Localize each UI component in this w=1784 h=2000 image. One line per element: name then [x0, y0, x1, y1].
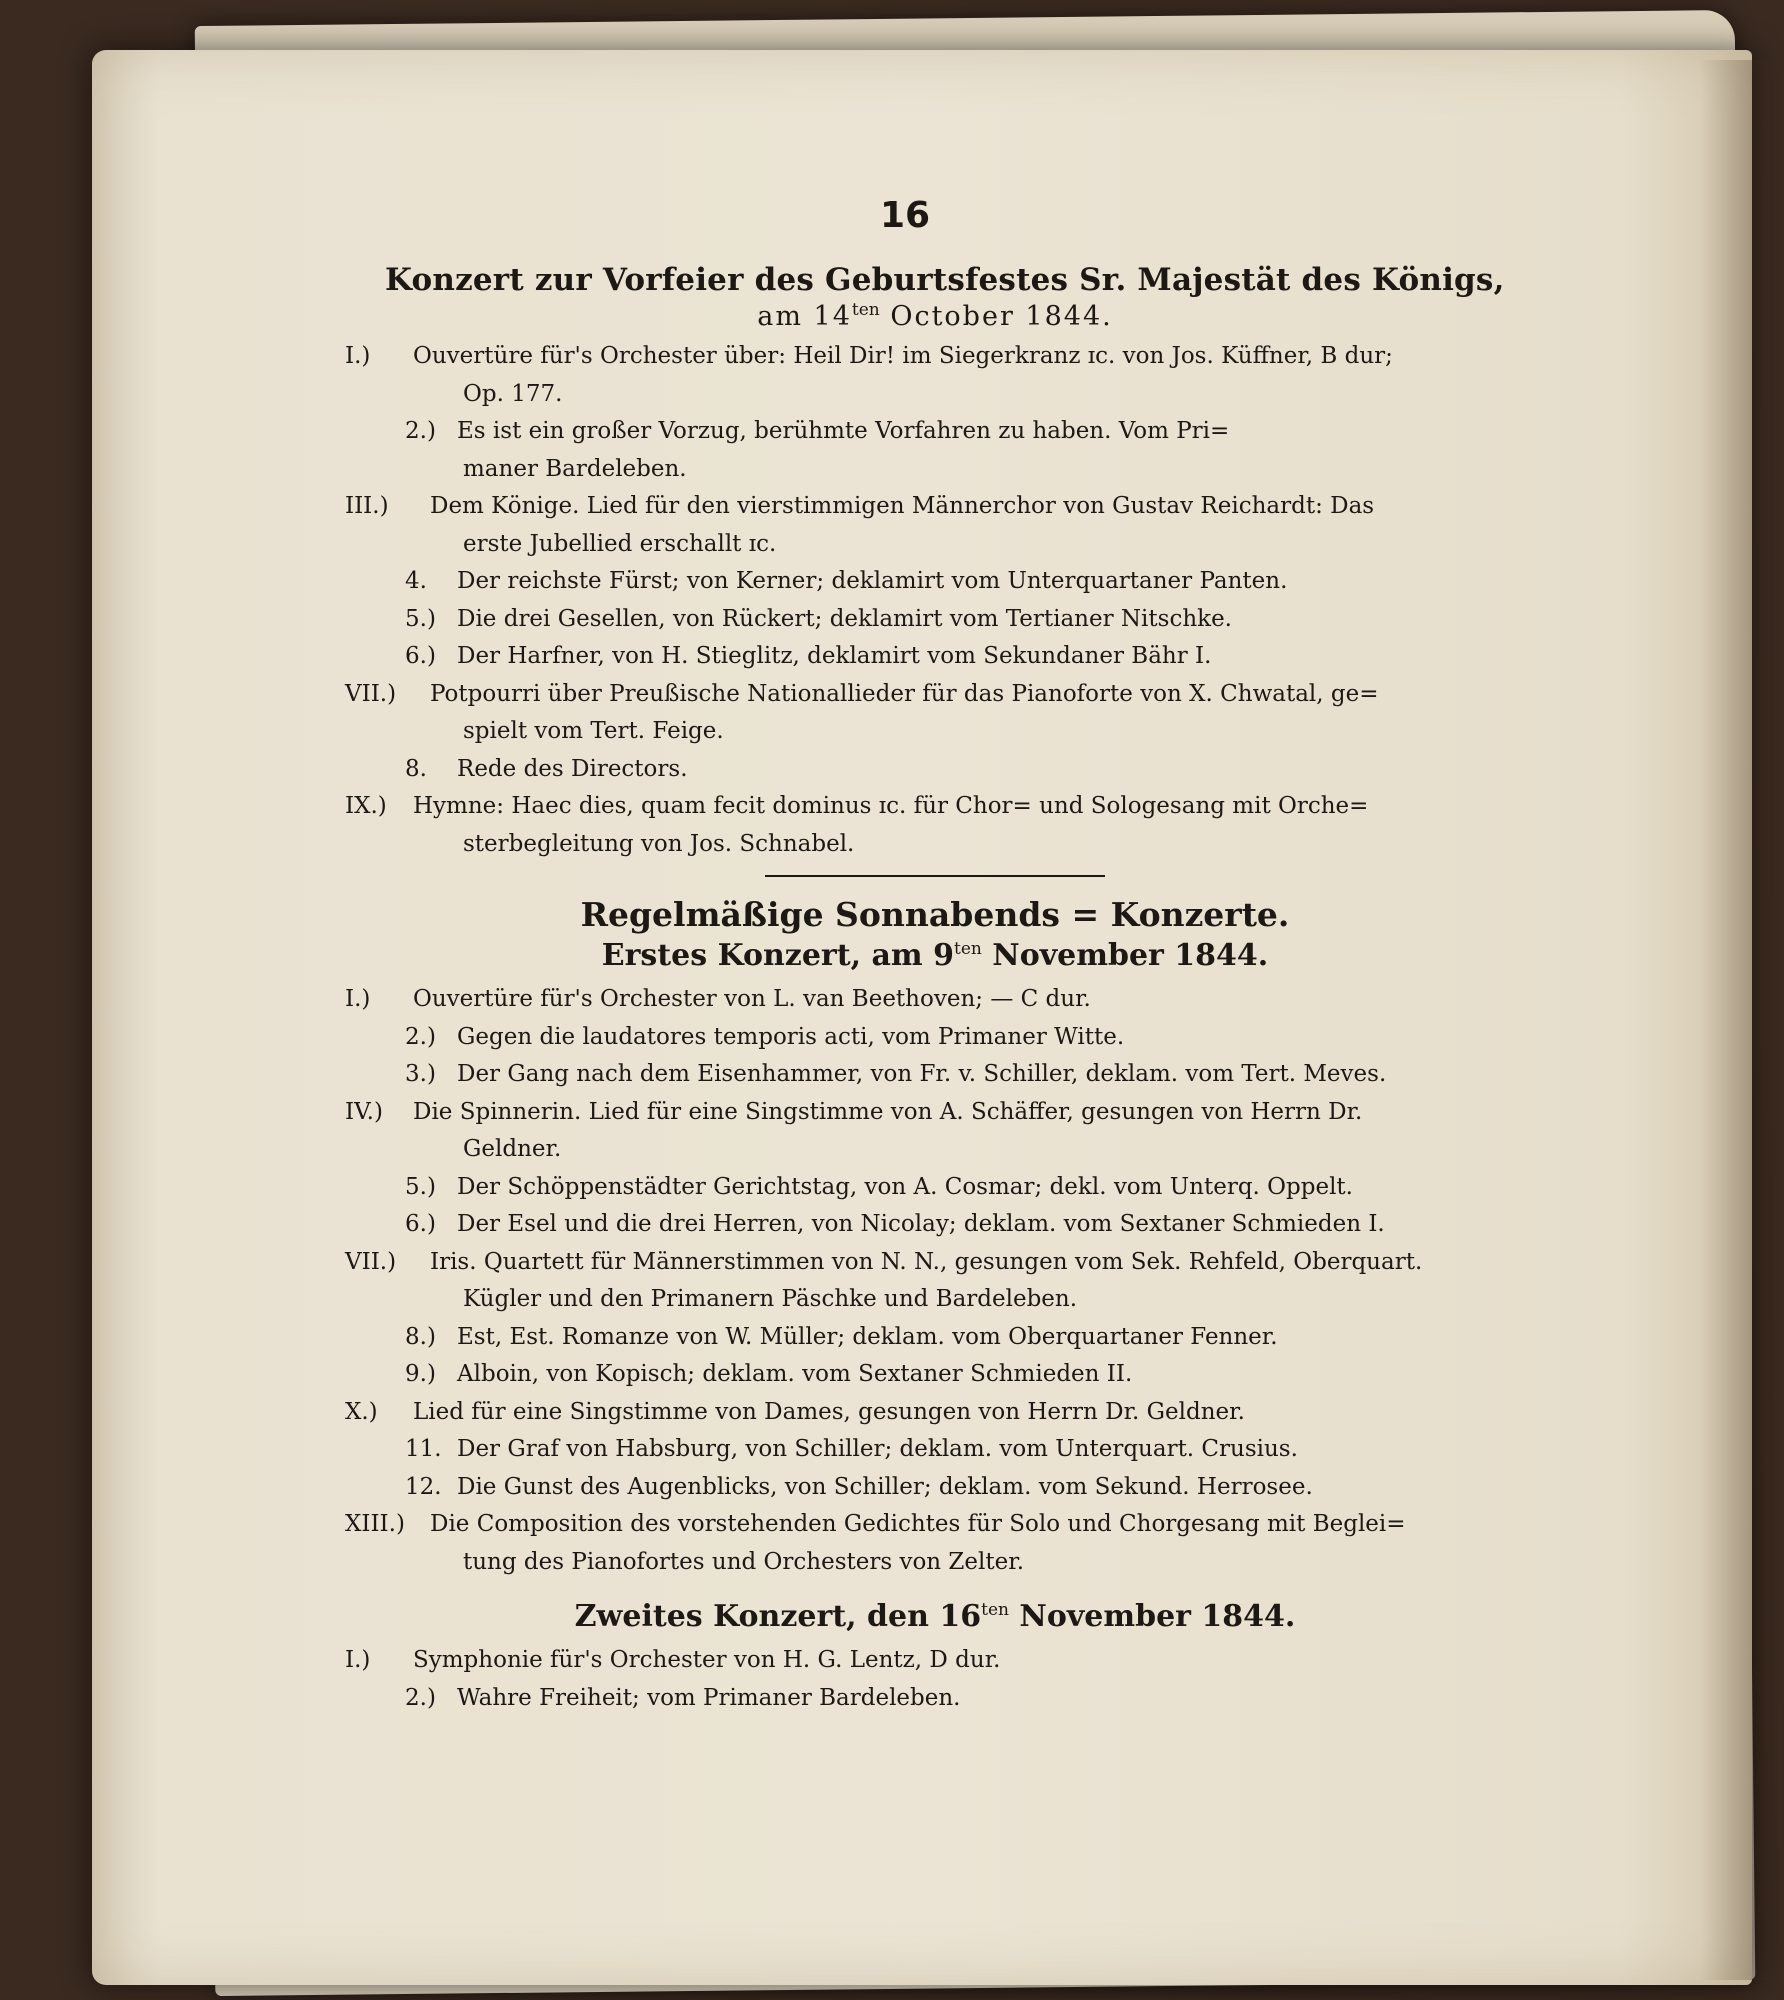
program-item-continuation: tung des Pianofortes und Orchesters von Zelter.	[463, 1548, 1025, 1575]
program-item-number: 3.)	[405, 1061, 436, 1087]
program-item	[345, 1356, 1525, 1394]
program-item-number: IX.)	[345, 793, 387, 819]
program-item-text: Der Gang nach dem Eisenhammer, von Fr. v. Schiller, deklam. vom Tert. Meves.	[457, 1061, 1387, 1087]
program-item	[345, 1642, 1525, 1680]
program-item-line	[345, 638, 1525, 676]
program-item-number: I.)	[345, 343, 371, 369]
page-spine-shadow	[1700, 60, 1770, 1980]
concert1-program	[345, 338, 1525, 863]
program-item-text: Alboin, von Kopisch; deklam. vom Sextaner Schmieden II.	[457, 1361, 1133, 1387]
program-item-number: 6.)	[405, 1211, 436, 1237]
program-item-number: 8.)	[405, 1323, 436, 1350]
program-item	[345, 1019, 1525, 1057]
program-item-number: 5.)	[405, 605, 436, 632]
program-item	[345, 1094, 1525, 1169]
program-item-number: 2.)	[405, 418, 436, 444]
program-item-text: Der Graf von Habsburg, von Schiller; deklam. vom Unterquart. Crusius.	[457, 1436, 1298, 1462]
program-item-number: IV.)	[345, 1098, 383, 1125]
program-item-line	[345, 1356, 1525, 1394]
program-item-text: Est, Est. Romanze von W. Müller; deklam. vom Oberquartaner Fenner.	[457, 1323, 1278, 1350]
concert2-title	[345, 938, 1525, 973]
concert3-program	[345, 1642, 1525, 1717]
program-item	[345, 601, 1525, 639]
concert1-date-suffix: October 1844.	[879, 301, 1113, 332]
program-item-number: I.)	[345, 1647, 371, 1673]
program-item-line	[345, 676, 1525, 714]
program-item-line	[345, 338, 1525, 376]
program-item-number: VII.)	[345, 680, 397, 707]
program-item	[345, 1394, 1525, 1432]
concert2-program	[345, 981, 1525, 1581]
program-item-text: Rede des Directors.	[457, 755, 688, 782]
concert1-date	[345, 300, 1525, 332]
concert1-date-sup: ten	[851, 300, 880, 320]
program-item-text: Die Spinnerin. Lied für eine Singstimme von A. Schäffer, gesungen von Herrn Dr.	[413, 1098, 1363, 1125]
program-item	[345, 751, 1525, 789]
program-item	[345, 1169, 1525, 1207]
program-item-line	[345, 1169, 1525, 1207]
section-divider	[765, 875, 1105, 877]
program-item-number: III.)	[345, 493, 389, 519]
program-item	[345, 488, 1525, 563]
program-item	[345, 1431, 1525, 1469]
program-item-number: 2.)	[405, 1684, 436, 1711]
program-item-line	[345, 601, 1525, 639]
program-item-number: XIII.)	[345, 1511, 405, 1537]
program-item	[345, 338, 1525, 413]
program-item-number: X.)	[345, 1398, 378, 1425]
program-item-line	[345, 1319, 1525, 1357]
program-item-text: Iris. Quartett für Männerstimmen von N. N., gesungen vom Sek. Rehfeld, Oberquart.	[430, 1248, 1423, 1275]
program-item-line	[345, 1431, 1525, 1469]
program-item-text: Hymne: Haec dies, quam fecit dominus ɪc. für Chor= und Sologesang mit Orche=	[413, 793, 1369, 819]
program-item-continuation: sterbegleitung von Jos. Schnabel.	[463, 830, 855, 857]
program-item-continuation: Kügler und den Primanern Päschke und Bardeleben.	[463, 1286, 1078, 1312]
concert2-title-suffix: November 1844.	[981, 938, 1269, 973]
program-item-line	[345, 1394, 1525, 1432]
concert2-title-prefix: Erstes Konzert, am 9	[601, 938, 954, 973]
program-item-text: Der Esel und die drei Herren, von Nicolay; deklam. vom Sextaner Schmieden I.	[457, 1211, 1385, 1237]
concert3-title-sup: ten	[981, 1600, 1009, 1620]
program-item	[345, 1469, 1525, 1507]
concert2-title-sup: ten	[954, 939, 982, 959]
program-item-number: 5.)	[405, 1173, 436, 1200]
program-item-continuation: spielt vom Tert. Feige.	[463, 718, 724, 744]
program-item-text: Die Composition des vorstehenden Gedichtes für Solo und Chorgesang mit Beglei=	[430, 1511, 1406, 1537]
program-item-continuation: Op. 177.	[463, 380, 563, 407]
program-item-continuation: erste Jubellied erschallt ɪc.	[463, 530, 777, 557]
program-item-line	[345, 1680, 1525, 1718]
program-item-line	[345, 1469, 1525, 1507]
program-item-line	[345, 1206, 1525, 1244]
program-item-text: Potpourri über Preußische Nationallieder für das Pianoforte von X. Chwatal, ge=	[430, 680, 1379, 707]
page-content	[345, 195, 1525, 1717]
program-item-line	[345, 488, 1525, 526]
page-number: 16	[879, 195, 931, 236]
program-item-line	[345, 1506, 1525, 1544]
program-item-text: Wahre Freiheit; vom Primaner Bardeleben.	[457, 1684, 961, 1711]
program-item-line	[345, 788, 1525, 826]
program-item-text: Der Schöppenstädter Gerichtstag, von A. Cosmar; dekl. vom Unterq. Oppelt.	[457, 1173, 1353, 1200]
program-item-line	[345, 1094, 1525, 1132]
program-item-text: Ouvertüre für's Orchester über: Heil Dir! im Siegerkranz ɪc. von Jos. Küffner, B dur;	[413, 343, 1393, 369]
program-item	[345, 676, 1525, 751]
program-item	[345, 1506, 1525, 1581]
concert3-title	[345, 1599, 1525, 1634]
program-item-number: I.)	[345, 986, 371, 1012]
program-item-number: 2.)	[405, 1023, 436, 1050]
concert1-date-prefix: am 14	[757, 301, 852, 332]
program-item	[345, 981, 1525, 1019]
program-item-line	[345, 981, 1525, 1019]
program-item-continuation: maner Bardeleben.	[463, 455, 687, 482]
program-item-line	[345, 563, 1525, 601]
program-item-text: Der Harfner, von H. Stieglitz, deklamirt vom Sekundaner Bähr I.	[457, 643, 1212, 669]
program-item-number: 12.	[405, 1473, 442, 1500]
program-item-text: Symphonie für's Orchester von H. G. Lentz, D dur.	[413, 1647, 1001, 1673]
concert1-title: Konzert zur Vorfeier des Geburtsfestes Sr. Majestät des Königs,	[385, 262, 1505, 298]
program-item-text: Es ist ein großer Vorzug, berühmte Vorfahren zu haben. Vom Pri=	[457, 418, 1230, 444]
program-item	[345, 413, 1525, 488]
program-item-continuation: Geldner.	[463, 1136, 562, 1162]
concert3-title-prefix: Zweites Konzert, den 16	[574, 1599, 982, 1634]
program-item-line	[345, 1019, 1525, 1057]
program-item-text: Die drei Gesellen, von Rückert; deklamirt vom Tertianer Nitschke.	[457, 605, 1232, 632]
program-item-number: 11.	[405, 1436, 442, 1462]
program-item-text: Die Gunst des Augenblicks, von Schiller; deklam. vom Sekund. Herrosee.	[457, 1473, 1313, 1500]
program-item-text: Der reichste Fürst; von Kerner; deklamirt vom Unterquartaner Panten.	[457, 568, 1288, 594]
program-item-number: 6.)	[405, 643, 436, 669]
program-item-number: 4.	[405, 568, 427, 594]
concert3-title-suffix: November 1844.	[1008, 1599, 1296, 1634]
section-title: Regelmäßige Sonnabends = Konzerte.	[580, 895, 1290, 934]
program-item-line	[345, 1244, 1525, 1282]
program-item-line	[345, 751, 1525, 789]
program-item-line	[345, 1056, 1525, 1094]
program-item-text: Ouvertüre für's Orchester von L. van Beethoven; — C dur.	[413, 986, 1091, 1012]
program-item	[345, 1244, 1525, 1319]
program-item-text: Lied für eine Singstimme von Dames, gesungen von Herrn Dr. Geldner.	[413, 1398, 1245, 1425]
program-item	[345, 563, 1525, 601]
program-item-text: Dem Könige. Lied für den vierstimmigen Männerchor von Gustav Reichardt: Das	[430, 493, 1375, 519]
program-item-number: 9.)	[405, 1361, 436, 1387]
program-item	[345, 1206, 1525, 1244]
program-item-text: Gegen die laudatores temporis acti, vom Primaner Witte.	[457, 1023, 1125, 1050]
program-item-number: 8.	[405, 755, 427, 782]
program-item	[345, 1056, 1525, 1094]
program-item-number: VII.)	[345, 1248, 397, 1275]
program-item	[345, 788, 1525, 863]
program-item	[345, 1319, 1525, 1357]
program-item-line	[345, 1642, 1525, 1680]
program-item-line	[345, 413, 1525, 451]
program-item	[345, 1680, 1525, 1718]
program-item	[345, 638, 1525, 676]
